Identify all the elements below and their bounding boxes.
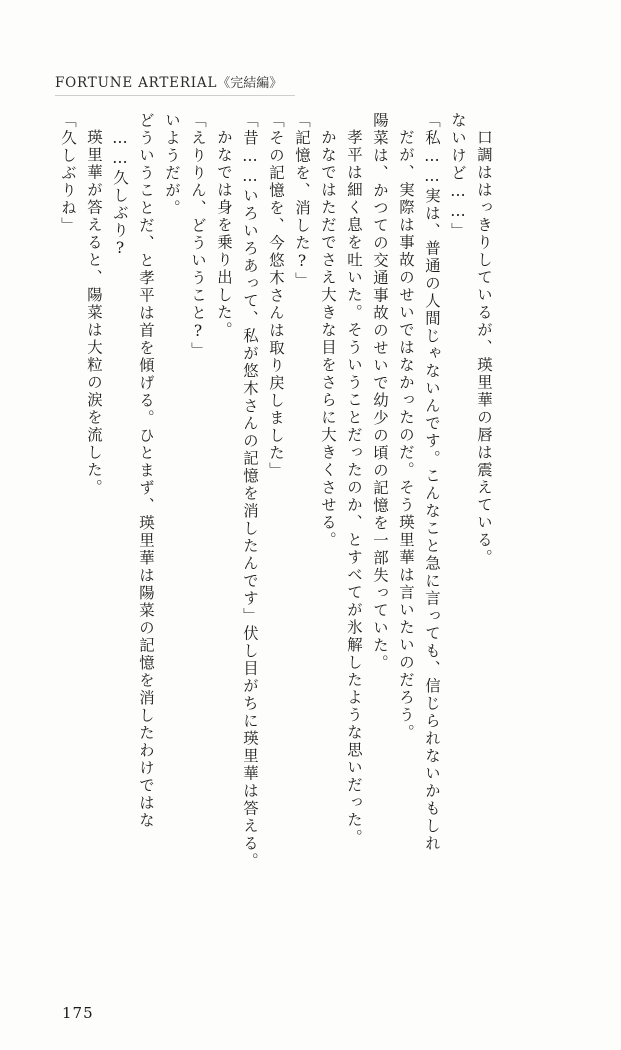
text-column: だが、実際は事故のせいではなかったのだ。そう瑛里華は言いたいのだろう。: [397, 129, 415, 742]
page-number: 175: [62, 1004, 94, 1022]
text-column: 陽菜は、かつての交通事故のせいで幼少の頃の記憶を一部失っていた。: [371, 112, 389, 672]
text-column: 孝平は細く息を吐いた。そういうことだったのか、とすべてが氷解したような思いだった。: [345, 129, 363, 847]
text-column: いようだが。: [163, 112, 181, 217]
text-column: ないけど……」: [449, 112, 467, 240]
text-column: 「昔……いろいろあって、私が悠木さんの記憶を消したんです」伏し目がちに瑛里華は答える。: [241, 112, 259, 870]
header-divider: [55, 95, 295, 96]
text-column: 「記憶を、消した?」: [293, 112, 311, 290]
text-column: 「私……実は、普通の人間じゃないんです。こんなこと急に言っても、信じられないかもしれ: [423, 112, 441, 853]
text-column: 「その記憶を、今悠木さんは取り戻しました」: [267, 112, 285, 480]
text-column: どういうことだ、と孝平は首を傾げる。ひとまず、瑛里華は陽菜の記憶を消したわけではな: [137, 112, 155, 830]
running-head-series: FORTUNE ARTERIAL: [55, 75, 218, 91]
text-column: 「久しぶりね」: [59, 112, 77, 235]
body-text: [49, 112, 569, 974]
text-column: ……久しぶり?: [111, 129, 129, 260]
running-head-volume: 《完結編》: [217, 76, 283, 91]
text-column: 「えりりん、どういうこと?」: [189, 112, 207, 360]
text-column: 瑛里華が答えると、陽菜は大粒の涙を流した。: [85, 129, 103, 497]
running-head: [55, 72, 282, 91]
text-column: かなでは身を乗り出した。: [215, 129, 233, 339]
text-column: 口調ははっきりしているが、瑛里華の唇は震えている。: [475, 129, 493, 567]
text-column: かなではただでさえ大きな目をさらに大きくさせる。: [319, 129, 337, 549]
